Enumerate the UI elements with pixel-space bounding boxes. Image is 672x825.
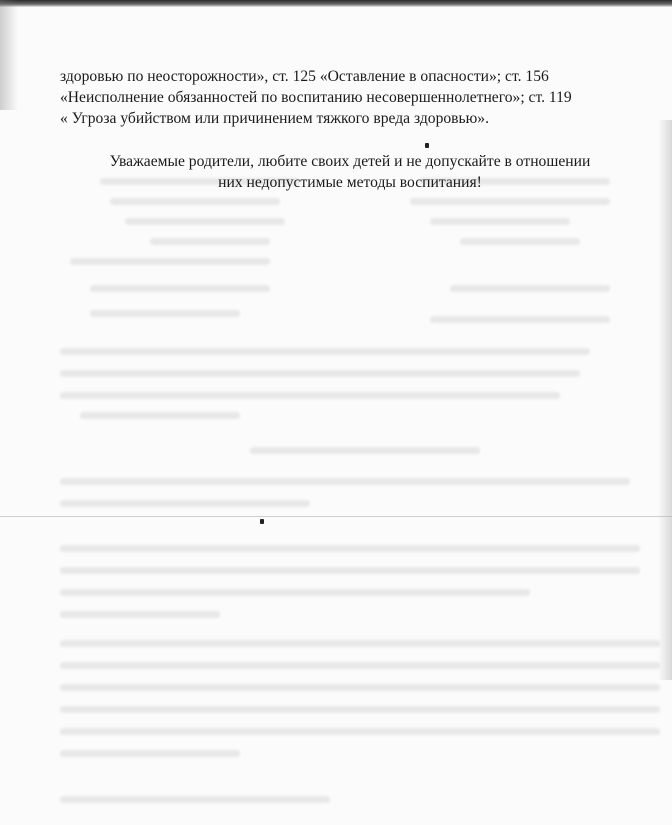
appeal-line-1: Уважаемые родители, любите своих детей и не допускайте в отношении	[109, 153, 591, 170]
scanner-edge	[0, 0, 672, 7]
paragraph-line-1: здоровью по неосторожности», ст. 125 «Оставление в опасности»; ст. 156	[60, 68, 549, 85]
paragraph-line-3: « Угроза убийством или причинением тяжкого вреда здоровью».	[60, 110, 489, 127]
ink-speck	[260, 519, 264, 524]
body-paragraph	[60, 66, 630, 129]
appeal-line-2: них недопустимые методы воспитания!	[218, 174, 482, 191]
fold-line	[0, 516, 672, 517]
paragraph-line-2: «Неисполнение обязанностей по воспитанию несовершеннолетнего»; ст. 119	[60, 89, 572, 106]
page-shadow-right	[658, 120, 672, 680]
ink-speck	[425, 143, 429, 148]
page-shadow-left	[0, 0, 18, 110]
appeal-to-parents	[60, 151, 640, 193]
